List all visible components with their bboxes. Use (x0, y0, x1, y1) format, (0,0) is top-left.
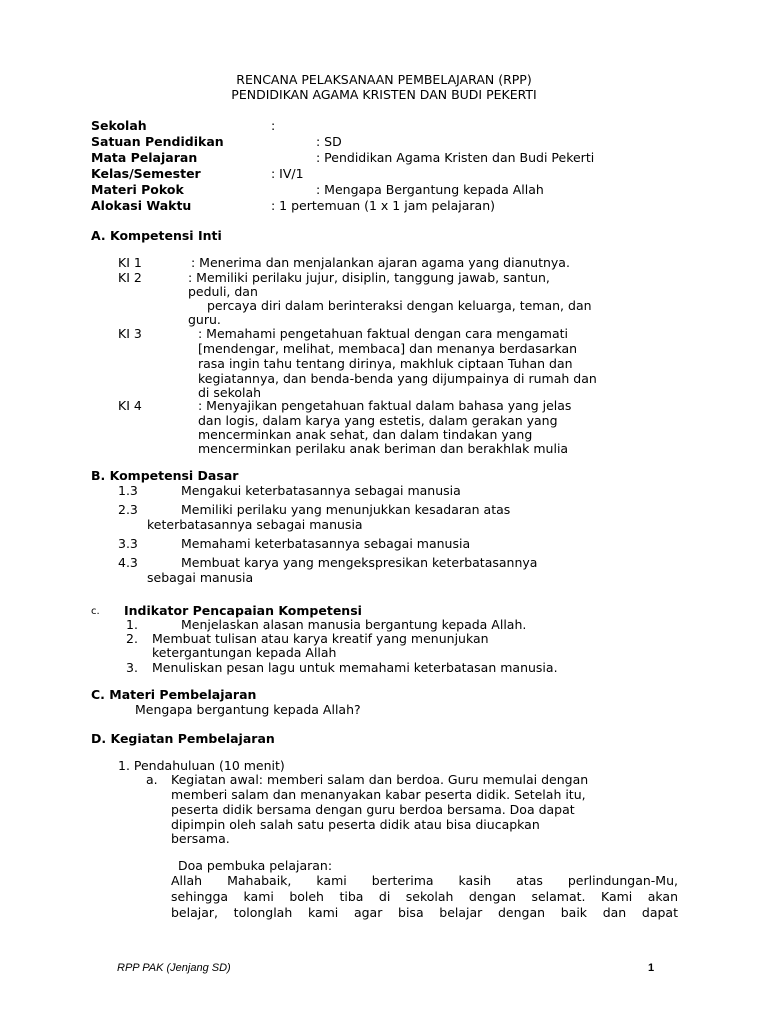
section-materi-heading: C. Materi Pembelajaran (91, 687, 257, 702)
ki-text: percaya diri dalam berinteraksi dengan keluarga, teman, dan (207, 298, 592, 313)
kd-text: sebagai manusia (147, 570, 254, 585)
section-b-heading: B. Kompetensi Dasar (91, 468, 239, 483)
identity-value: : (271, 118, 276, 133)
kegiatan-text: Kegiatan awal: memberi salam dan berdoa. Guru memulai dengan (171, 772, 589, 787)
identity-label: Kelas/Semester (91, 166, 201, 181)
ki-text: mencerminkan anak sehat, dan dalam tindakan yang (198, 427, 533, 442)
kd-text: Membuat karya yang mengekspresikan keterbatasannya (181, 555, 538, 570)
section-c-letter: c. (91, 606, 100, 617)
kd-text: Memiliki perilaku yang menunjukkan kesadaran atas (181, 502, 511, 517)
section-d-heading: D. Kegiatan Pembelajaran (91, 731, 275, 746)
ki-text: rasa ingin tahu tentang dirinya, makhluk ciptaan Tuhan dan (198, 356, 573, 371)
doc-title-line1: RENCANA PELAKSANAAN PEMBELAJARAN (RPP) (236, 72, 532, 87)
kd-number: 3.3 (118, 536, 138, 551)
kd-text: Mengakui keterbatasannya sebagai manusia (181, 483, 461, 498)
ki-text: : Memiliki perilaku jujur, disiplin, tanggung jawab, santun, (188, 270, 550, 285)
prayer-text: Allah Mahabaik, kami berterima kasih atas perlindungan-Mu, (171, 873, 678, 888)
indikator-number: 2. (126, 631, 138, 646)
ki-text: di sekolah (198, 385, 262, 400)
ki-text: peduli, dan (188, 284, 258, 299)
page-number: 1 (648, 962, 655, 974)
doc-title-line2: PENDIDIKAN AGAMA KRISTEN DAN BUDI PEKERTI (231, 87, 537, 102)
indikator-text: ketergantungan kepada Allah (152, 645, 337, 660)
indikator-text: Membuat tulisan atau karya kreatif yang menunjukan (152, 631, 489, 646)
ki-text: : Menyajikan pengetahuan faktual dalam bahasa yang jelas (198, 398, 572, 413)
identity-label: Sekolah (91, 118, 147, 133)
prayer-title: Doa pembuka pelajaran: (178, 858, 333, 873)
ki-text: mencerminkan perilaku anak beriman dan berakhlak mulia (198, 441, 569, 456)
identity-value: : 1 pertemuan (1 x 1 jam pelajaran) (271, 198, 495, 213)
ki-label: KI 1 (118, 255, 142, 270)
indikator-number: 1. (126, 617, 138, 632)
ki-label: KI 2 (118, 270, 142, 285)
ki-label: KI 4 (118, 398, 142, 413)
prayer-text: sehingga kami boleh tiba di sekolah dengan selamat. Kami akan (171, 889, 678, 904)
ki-text: [mendengar, melihat, membaca] dan menanya berdasarkan (198, 341, 578, 356)
indikator-text: Menuliskan pesan lagu untuk memahami keterbatasan manusia. (152, 660, 558, 675)
ki-text: kegiatannya, dan benda-benda yang dijumpainya di rumah dan (198, 371, 597, 386)
indikator-text: Menjelaskan alasan manusia bergantung kepada Allah. (181, 617, 527, 632)
identity-label: Satuan Pendidikan (91, 134, 224, 149)
section-c-heading: Indikator Pencapaian Kompetensi (124, 603, 362, 618)
identity-label: Materi Pokok (91, 182, 184, 197)
page-footer-text: RPP PAK (Jenjang SD) (117, 962, 231, 974)
kd-number: 4.3 (118, 555, 138, 570)
kegiatan-text: bersama. (171, 831, 230, 846)
kegiatan-text: dipimpin oleh salah satu peserta didik atau bisa diucapkan (171, 817, 540, 832)
prayer-text: belajar, tolonglah kami agar bisa belajar dengan baik dan dapat (171, 905, 678, 920)
identity-value: : Pendidikan Agama Kristen dan Budi Pekerti (316, 150, 595, 165)
ki-text: guru. (188, 312, 221, 327)
kd-number: 2.3 (118, 502, 138, 517)
ki-text: dan logis, dalam karya yang estetis, dalam gerakan yang (198, 413, 558, 428)
identity-value: : Mengapa Bergantung kepada Allah (316, 182, 544, 197)
kegiatan-step: 1. Pendahuluan (10 menit) (118, 758, 285, 773)
ki-text: : Memahami pengetahuan faktual dengan cara mengamati (198, 326, 569, 341)
kegiatan-text: memberi salam dan menanyakan kabar peserta didik. Setelah itu, (171, 787, 586, 802)
kd-text: Memahami keterbatasannya sebagai manusia (181, 536, 471, 551)
materi-text: Mengapa bergantung kepada Allah? (135, 702, 361, 717)
identity-label: Alokasi Waktu (91, 198, 192, 213)
section-a-heading: A. Kompetensi Inti (91, 228, 222, 243)
identity-value: : SD (316, 134, 342, 149)
kegiatan-text: peserta didik bersama dengan guru berdoa bersama. Doa dapat (171, 802, 575, 817)
kegiatan-substep-label: a. (146, 772, 158, 787)
indikator-number: 3. (126, 660, 138, 675)
ki-label: KI 3 (118, 326, 142, 341)
ki-text: : Menerima dan menjalankan ajaran agama yang dianutnya. (191, 255, 570, 270)
kd-number: 1.3 (118, 483, 138, 498)
identity-value: : IV/1 (271, 166, 304, 181)
identity-label: Mata Pelajaran (91, 150, 198, 165)
kd-text: keterbatasannya sebagai manusia (147, 517, 363, 532)
